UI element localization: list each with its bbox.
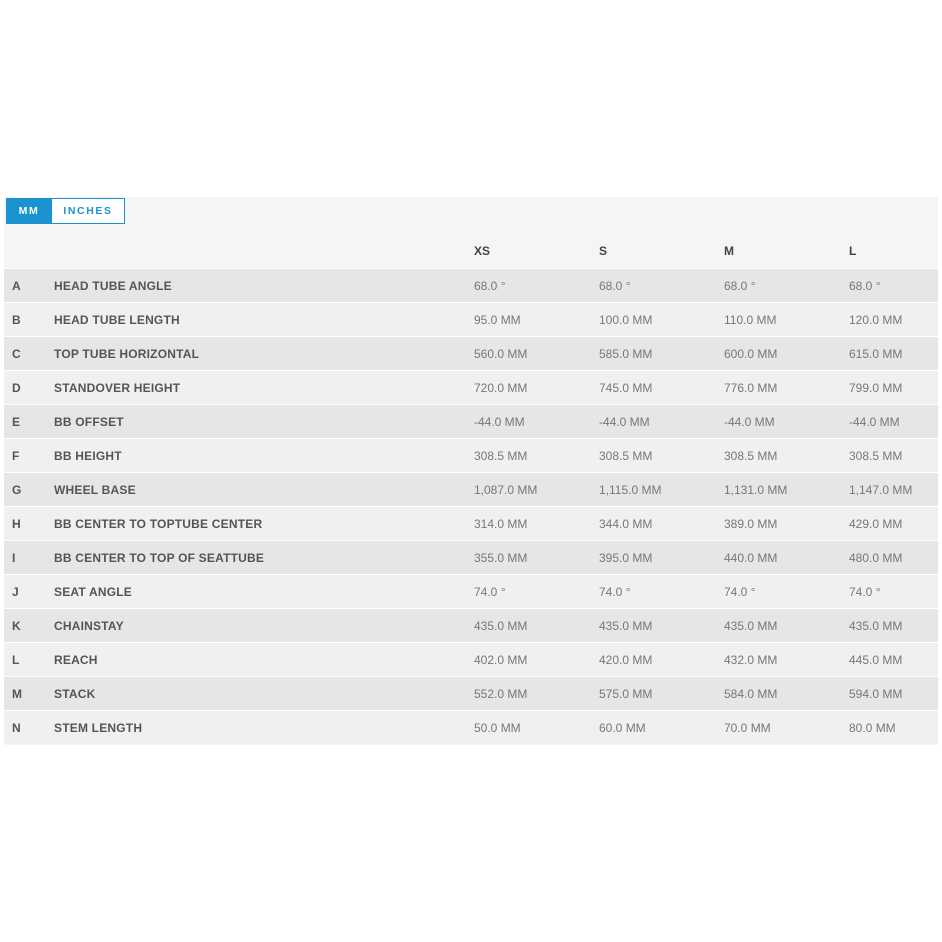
row-letter: F — [12, 448, 20, 463]
row-measurement-name: STEM LENGTH — [54, 720, 143, 735]
row-letter: J — [12, 584, 19, 599]
value-s: 745.0 MM — [599, 380, 653, 395]
value-l: 80.0 MM — [849, 720, 896, 735]
row-letter: B — [12, 312, 21, 327]
row-measurement-name: BB OFFSET — [54, 414, 124, 429]
column-header-xs: XS — [474, 244, 491, 258]
value-l: 799.0 MM — [849, 380, 903, 395]
value-m: 432.0 MM — [724, 652, 778, 667]
row-measurement-name: BB HEIGHT — [54, 448, 122, 463]
value-xs: 560.0 MM — [474, 346, 528, 361]
table-header-row — [4, 234, 938, 268]
value-m: 389.0 MM — [724, 516, 778, 531]
value-l: 74.0 ° — [849, 584, 881, 599]
value-m: 68.0 ° — [724, 278, 756, 293]
value-xs: 308.5 MM — [474, 448, 528, 463]
value-s: 435.0 MM — [599, 618, 653, 633]
value-l: 594.0 MM — [849, 686, 903, 701]
row-letter: M — [12, 686, 22, 701]
row-measurement-name: BB CENTER TO TOP OF SEATTUBE — [54, 550, 265, 565]
value-m: 776.0 MM — [724, 380, 778, 395]
table-body — [4, 268, 938, 744]
value-s: -44.0 MM — [599, 414, 650, 429]
table-row — [4, 710, 938, 744]
value-s: 344.0 MM — [599, 516, 653, 531]
table-row — [4, 438, 938, 472]
value-s: 60.0 MM — [599, 720, 646, 735]
value-xs: 314.0 MM — [474, 516, 528, 531]
value-l: 308.5 MM — [849, 448, 903, 463]
value-m: 435.0 MM — [724, 618, 778, 633]
value-m: 110.0 MM — [724, 312, 777, 327]
value-l: 615.0 MM — [849, 346, 903, 361]
value-s: 395.0 MM — [599, 550, 653, 565]
row-letter: A — [12, 278, 21, 293]
table-row — [4, 506, 938, 540]
value-l: 120.0 MM — [849, 312, 903, 327]
value-xs: 1,087.0 MM — [474, 482, 538, 497]
table-row — [4, 370, 938, 404]
value-s: 585.0 MM — [599, 346, 653, 361]
value-m: 74.0 ° — [724, 584, 756, 599]
row-letter: K — [12, 618, 21, 633]
value-l: 68.0 ° — [849, 278, 881, 293]
value-m: 440.0 MM — [724, 550, 778, 565]
value-l: 429.0 MM — [849, 516, 903, 531]
table-row — [4, 404, 938, 438]
row-measurement-name: HEAD TUBE ANGLE — [54, 278, 172, 293]
row-measurement-name: HEAD TUBE LENGTH — [54, 312, 180, 327]
value-xs: 95.0 MM — [474, 312, 521, 327]
value-xs: 720.0 MM — [474, 380, 528, 395]
table-row — [4, 336, 938, 370]
row-measurement-name: STACK — [54, 686, 96, 701]
value-s: 420.0 MM — [599, 652, 653, 667]
table-row — [4, 540, 938, 574]
value-l: 445.0 MM — [849, 652, 903, 667]
mm-toggle-button[interactable]: MM — [6, 198, 52, 224]
value-l: -44.0 MM — [849, 414, 900, 429]
row-letter: N — [12, 720, 21, 735]
value-s: 68.0 ° — [599, 278, 631, 293]
value-m: 308.5 MM — [724, 448, 778, 463]
units-toggle — [6, 198, 125, 224]
row-measurement-name: SEAT ANGLE — [54, 584, 133, 599]
value-l: 480.0 MM — [849, 550, 903, 565]
value-s: 74.0 ° — [599, 584, 631, 599]
value-xs: -44.0 MM — [474, 414, 525, 429]
row-measurement-name: STANDOVER HEIGHT — [54, 380, 181, 395]
value-m: 600.0 MM — [724, 346, 778, 361]
table-row — [4, 574, 938, 608]
row-letter: D — [12, 380, 21, 395]
row-measurement-name: TOP TUBE HORIZONTAL — [54, 346, 200, 361]
geometry-table — [4, 234, 938, 744]
value-m: -44.0 MM — [724, 414, 775, 429]
value-xs: 50.0 MM — [474, 720, 521, 735]
value-xs: 402.0 MM — [474, 652, 528, 667]
value-l: 435.0 MM — [849, 618, 903, 633]
table-row — [4, 268, 938, 302]
column-header-l: L — [849, 244, 857, 258]
row-measurement-name: REACH — [54, 652, 98, 667]
table-row — [4, 302, 938, 336]
value-s: 1,115.0 MM — [599, 482, 662, 497]
table-row — [4, 642, 938, 676]
table-row — [4, 676, 938, 710]
geometry-panel — [4, 197, 938, 745]
value-m: 1,131.0 MM — [724, 482, 788, 497]
row-letter: C — [12, 346, 21, 361]
value-m: 70.0 MM — [724, 720, 771, 735]
row-letter: L — [12, 652, 20, 667]
row-measurement-name: BB CENTER TO TOPTUBE CENTER — [54, 516, 263, 531]
value-xs: 68.0 ° — [474, 278, 506, 293]
value-s: 308.5 MM — [599, 448, 653, 463]
value-s: 575.0 MM — [599, 686, 653, 701]
value-s: 100.0 MM — [599, 312, 653, 327]
value-m: 584.0 MM — [724, 686, 778, 701]
row-measurement-name: CHAINSTAY — [54, 618, 124, 633]
table-row — [4, 472, 938, 506]
value-xs: 552.0 MM — [474, 686, 528, 701]
column-header-m: M — [724, 244, 734, 258]
value-xs: 355.0 MM — [474, 550, 528, 565]
value-xs: 435.0 MM — [474, 618, 528, 633]
row-measurement-name: WHEEL BASE — [54, 482, 136, 497]
row-letter: G — [12, 482, 22, 497]
row-letter: I — [12, 550, 16, 565]
column-header-s: S — [599, 244, 608, 258]
inches-toggle-button[interactable]: INCHES — [52, 198, 125, 224]
value-l: 1,147.0 MM — [849, 482, 913, 497]
table-row — [4, 608, 938, 642]
row-letter: E — [12, 414, 21, 429]
value-xs: 74.0 ° — [474, 584, 506, 599]
row-letter: H — [12, 516, 21, 531]
